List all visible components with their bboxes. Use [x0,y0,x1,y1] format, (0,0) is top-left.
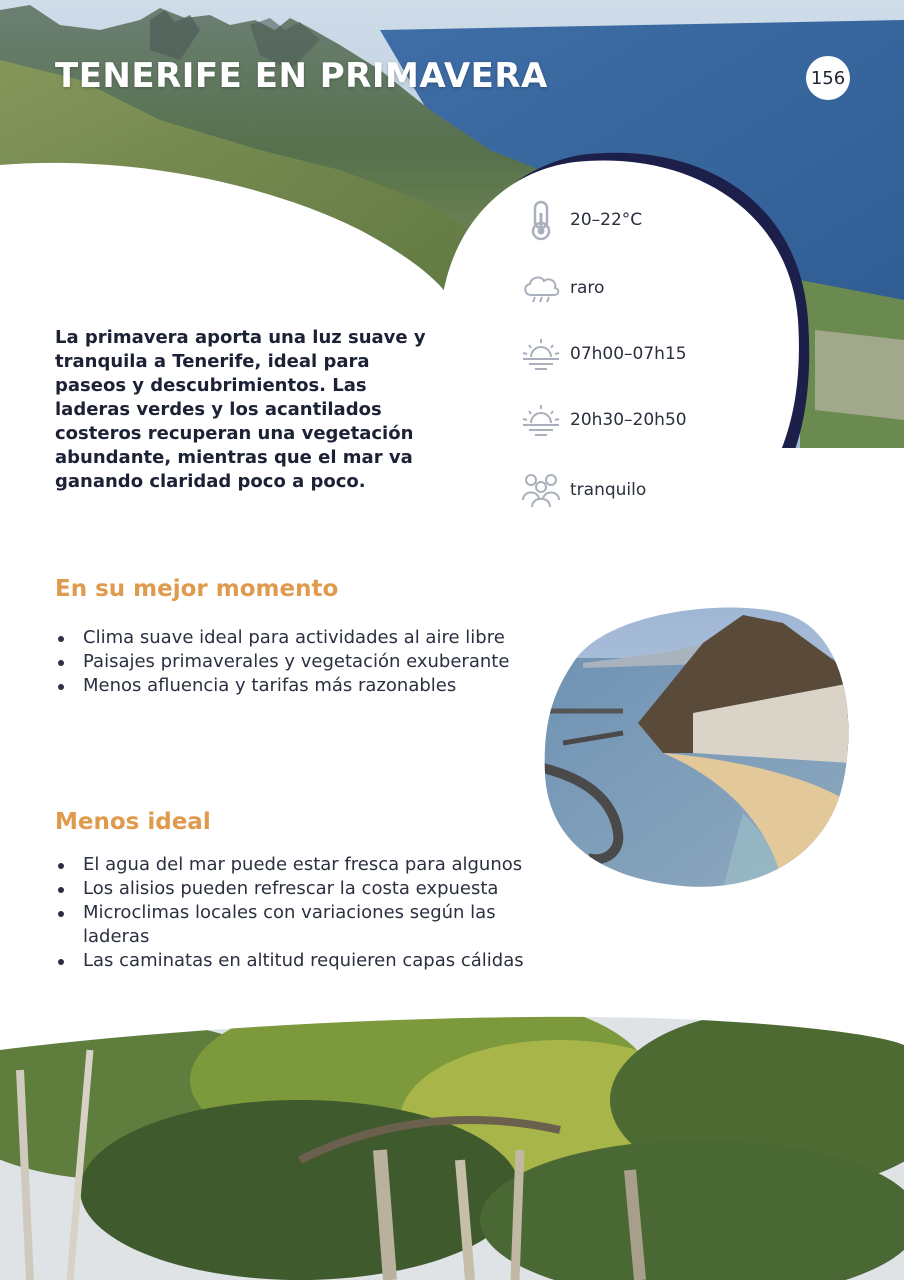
sunset-icon [520,398,562,442]
fact-label: 07h00–07h15 [570,344,687,364]
list-item: Paisajes primaverales y vegetación exuberante [55,650,545,674]
thermometer-icon [520,198,562,242]
best-list [55,626,545,698]
beach-photo [543,603,851,888]
crowd-icon [520,468,562,512]
fact-label: 20h30–20h50 [570,410,687,430]
less-ideal-list [55,853,545,973]
fact-label: raro [570,278,605,298]
sunrise-icon [520,332,562,376]
list-item: Microclimas locales con variaciones según las laderas [55,901,545,949]
fact-crowd [520,468,646,512]
fact-label: tranquilo [570,480,647,500]
list-item: Los alisios pueden refrescar la costa expuesta [55,877,545,901]
page-title: TENERIFE EN PRIMAVERA [55,56,548,96]
rain-cloud-icon [520,266,562,310]
list-item: Menos afluencia y tarifas más razonables [55,674,545,698]
fact-sunset [520,398,687,442]
fact-rain [520,266,604,310]
intro-paragraph: La primavera aporta una luz suave y tranquila a Tenerife, ideal para paseos y descubrimientos. Las laderas verdes y los acantilados costeros recuperan una vegetación abundante, mientras que el mar va ganando claridad poco a poco. [55,327,426,492]
fact-label: 20–22°C [570,210,643,230]
best-title: En su mejor momento [55,576,339,602]
forest-photo [0,1010,904,1280]
fact-temperature [520,198,642,242]
list-item: El agua del mar puede estar fresca para algunos [55,853,545,877]
less-ideal-title: Menos ideal [55,809,211,835]
page-number: 156 [806,56,850,100]
list-item: Las caminatas en altitud requieren capas cálidas [55,949,545,973]
list-item: Clima suave ideal para actividades al aire libre [55,626,545,650]
fact-sunrise [520,332,687,376]
